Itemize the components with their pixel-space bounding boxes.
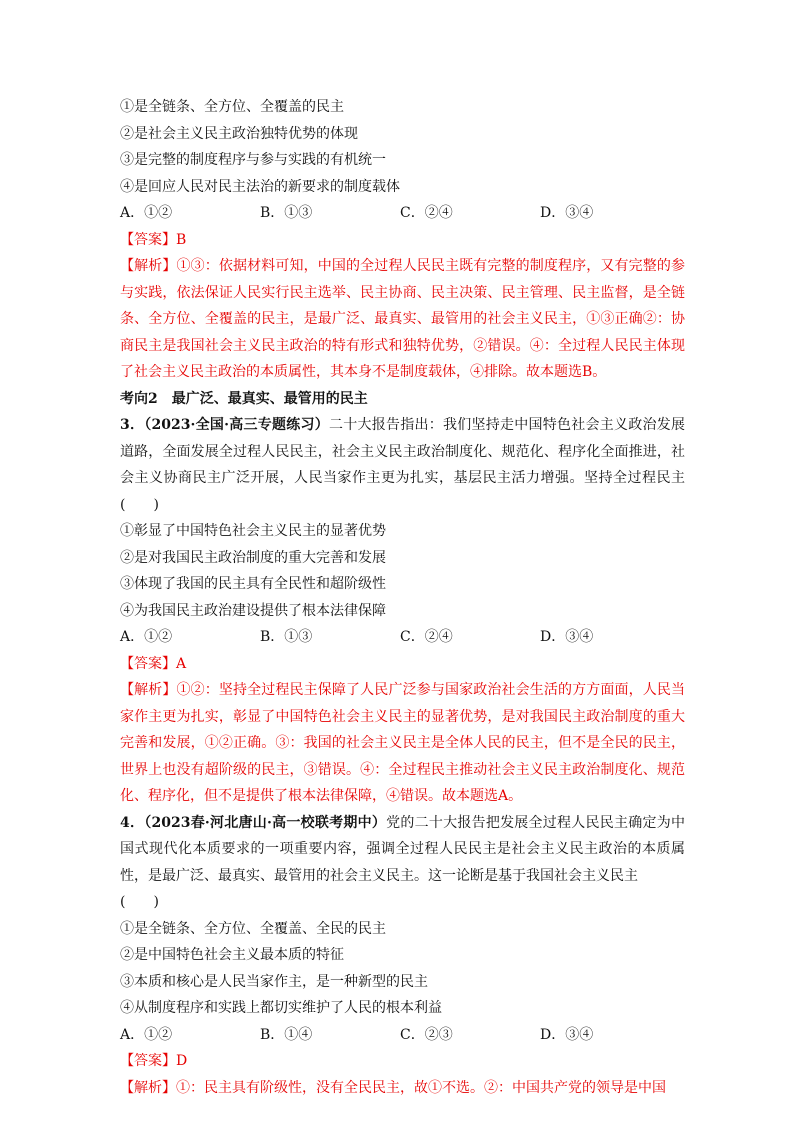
- page-content: [120, 94, 685, 1101]
- q4-option-1: ①是全链条、全方位、全覆盖、全民的民主: [120, 920, 386, 937]
- q4-choices: [120, 1022, 685, 1049]
- q4-answer: [120, 1048, 685, 1075]
- q3-stem: [120, 412, 685, 518]
- q2-choice-c: C．②④: [400, 205, 453, 221]
- q4-stem: [120, 810, 685, 890]
- q4-answer-value: D: [176, 1053, 188, 1069]
- q3-option-1: ①彰显了中国特色社会主义民主的显著优势: [120, 523, 386, 539]
- q4-choice-c: C．②③: [400, 1026, 453, 1043]
- q3-option-4: ④为我国民主政治建设提供了根本法律保障: [120, 602, 386, 619]
- question-4: [120, 810, 685, 1102]
- question-2: [120, 94, 685, 386]
- q2-option-4: ④是回应人民对民主法治的新要求的制度载体: [120, 178, 400, 195]
- q3-option-2: ②是对我国民主政治制度的重大完善和发展: [120, 549, 386, 566]
- q3-choice-b: B．①③: [260, 629, 313, 645]
- q4-blank: ( ): [120, 894, 159, 910]
- q4-analysis: [120, 1075, 685, 1102]
- q3-source: （2023·全国·高三专题练习）: [144, 417, 329, 433]
- q2-analysis-label: 【解析】: [120, 258, 177, 274]
- q4-analysis-text: ①：民主具有阶级性，没有全民民主，故①不选。②：中国共产党的领导是中国: [176, 1079, 666, 1096]
- q2-answer: [120, 227, 685, 254]
- q3-analysis-text: ①②：坚持全过程民主保障了人民广泛参与国家政治社会生活的方方面面，人民当家作主更为扎实，彰显了中国特色社会主义民主的显著优势，是对我国民主政治制度的重大完善和发展，①②正确。③：我国的社会主义民主是全体人民的民主，但不是全民的民主，世界上也没有超阶级的民主，③错误。④：全过程民主推动社会主义民主政治制度化、规范化、程序化，但不是提供了根本法律保障，④错误。故本题选A。: [120, 682, 686, 804]
- q3-option-3: ③体现了我国的民主具有全民性和超阶级性: [120, 576, 386, 592]
- q3-choice-a: A．①②: [120, 629, 173, 645]
- q4-answer-label: 【答案】: [120, 1053, 176, 1069]
- question-3: [120, 412, 685, 810]
- q2-analysis: [120, 253, 685, 386]
- q4-choice-b: B．①④: [260, 1026, 313, 1043]
- q3-choice-d: D．③④: [540, 629, 594, 645]
- q2-option-1: ①是全链条、全方位、全覆盖的民主: [120, 99, 344, 115]
- q2-option-2: ②是社会主义民主政治独特优势的体现: [120, 125, 358, 142]
- q2-choices: [120, 200, 685, 227]
- q2-choice-d: D．③④: [540, 205, 594, 221]
- q4-choice-d: D．③④: [540, 1026, 594, 1043]
- q3-answer-value: A: [176, 655, 187, 672]
- q3-number: 3．: [120, 417, 145, 433]
- q4-choice-a: A．①②: [120, 1026, 173, 1043]
- q4-analysis-label: 【解析】: [120, 1079, 176, 1096]
- q3-answer-label: 【答案】: [120, 655, 176, 672]
- q3-stem-text: 二十大报告指出：我们坚持走中国特色社会主义政治发展道路，全面发展全过程人民民主，社会主义民主政治制度化、规范化、程序化全面推进，社会主义协商民主广泛开展，人民当家作主更为扎实，基层民主活力增强。坚持全过程民主( ): [120, 417, 686, 513]
- q4-option-4: ④从制度程序和实践上都切实维护了人民的根本利益: [120, 1000, 442, 1016]
- q4-number: 4．: [120, 814, 145, 831]
- q3-analysis-label: 【解析】: [120, 682, 177, 698]
- q4-option-2: ②是中国特色社会主义最本质的特征: [120, 947, 344, 963]
- q4-option-3: ③本质和核心是人民当家作主，是一种新型的民主: [120, 973, 428, 990]
- q2-option-3: ③是完整的制度程序与参与实践的有机统一: [120, 152, 386, 168]
- q2-choice-b: B．①③: [260, 205, 313, 221]
- q2-answer-label: 【答案】: [120, 231, 176, 248]
- q3-choice-c: C．②④: [400, 629, 453, 645]
- q3-analysis: [120, 677, 685, 810]
- q4-stem-text: 党的二十大报告把发展全过程人民民主确定为中国式现代化本质要求的一项重要内容，强调全过程人民民主是社会主义民主政治的本质属性，是最广泛、最真实、最管用的社会主义民主。这一论断是基于我国社会主义民主: [120, 814, 685, 884]
- q3-answer: [120, 651, 685, 678]
- q2-analysis-text: ①③：依据材料可知，中国的全过程人民民主既有完整的制度程序，又有完整的参与实践，依法保证人民实行民主选举、民主协商、民主决策、民主管理、民主监督，是全链条、全方位、全覆盖的民主，是最广泛、最真实、最管用的社会主义民主，①③正确②：协商民主是我国社会主义民主政治的特有形式和独特优势，②错误。④：全过程人民民主体现了社会主义民主政治的本质属性，其本身不是制度载体，④排除。故本题选B。: [120, 258, 686, 380]
- section-heading: 考向2 最广泛、最真实、最管用的民主: [120, 390, 368, 407]
- q2-choice-a: A．①②: [120, 205, 173, 221]
- q4-source: （2023春·河北唐山·高一校联考期中）: [144, 814, 387, 831]
- q3-choices: [120, 624, 685, 651]
- q2-answer-value: B: [176, 231, 187, 248]
